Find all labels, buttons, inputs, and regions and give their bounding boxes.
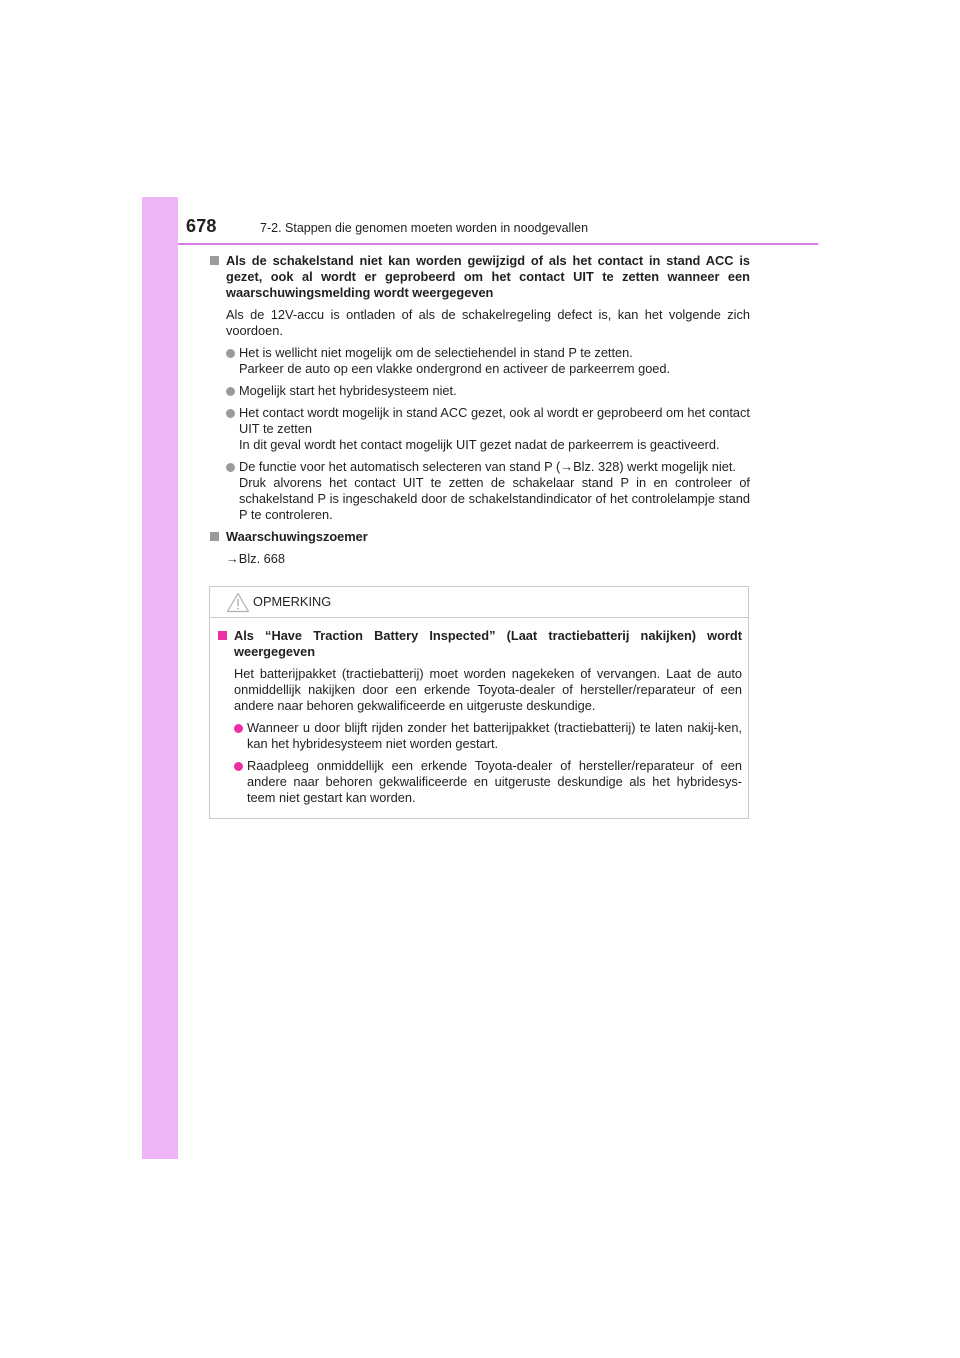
- warning-triangle-icon: [226, 592, 250, 613]
- round-bullet-icon: [226, 409, 235, 418]
- notice-label: OPMERKING: [253, 594, 332, 609]
- round-bullet-icon: [226, 463, 235, 472]
- notice-header: [210, 587, 748, 618]
- header-rule: [178, 243, 818, 245]
- section-heading: Waarschuwingszoemer: [210, 529, 750, 545]
- notice-body: [218, 628, 742, 806]
- side-tab-band: [142, 197, 178, 1159]
- list-item: De functie voor het automatisch selecteren van stand P (→Blz. 328) werkt mogelijk niet. Druk alvorens het contact UIT te zetten de schakelaar stand P in en controleer of schakelstand P is ingeschakeld door de schakelstandindicator of het controlelampje stand P te controleren.: [210, 459, 750, 523]
- round-bullet-icon: [234, 762, 243, 771]
- page-reference: →Blz. 668: [226, 551, 286, 566]
- square-bullet-icon: [210, 532, 219, 541]
- section-title: 7-2. Stappen die genomen moeten worden in noodgevallen: [260, 221, 589, 235]
- square-bullet-icon: [210, 256, 219, 265]
- list-item: Het is wellicht niet mogelijk om de selectiehendel in stand P te zetten. Parkeer de auto op een vlakke ondergrond en activeer de parkeerrem goed.: [210, 345, 750, 377]
- header-background: [178, 197, 818, 243]
- square-bullet-icon: [218, 631, 227, 640]
- round-bullet-icon: [226, 349, 235, 358]
- list-item: Het contact wordt mogelijk in stand ACC gezet, ook al wordt er geprobeerd om het contact UIT te zetten In dit geval wordt het contact mogelijk UIT gezet nadat de parkeerrem is geactiveerd.: [210, 405, 750, 453]
- section-heading: Als de schakelstand niet kan worden gewijzigd of als het contact in stand ACC is gezet, ook al wordt er geprobeerd om het contact UIT te zetten wanneer een waarschuwingsmelding wordt weergegeven: [210, 253, 750, 301]
- main-content: [210, 253, 750, 567]
- notice-box: [209, 586, 749, 819]
- page-number: 678: [186, 216, 217, 236]
- list-item: Raadpleeg onmiddellijk een erkende Toyota-dealer of hersteller/reparateur of een andere naar behoren gekwalificeerde en uitgeruste deskundige als het hybridesys-teem niet gestart kan worden.: [218, 758, 742, 806]
- notice-heading: Als “Have Traction Battery Inspected” (Laat tractiebatterij nakijken) wordt weergegeven: [218, 628, 742, 660]
- list-item: Mogelijk start het hybridesysteem niet.: [210, 383, 750, 399]
- intro-paragraph: Als de 12V-accu is ontladen of als de schakelregeling defect is, kan het volgende zich voordoen.: [226, 307, 750, 338]
- round-bullet-icon: [226, 387, 235, 396]
- notice-paragraph: Het batterijpakket (tractiebatterij) moet worden nagekeken of vervangen. Laat de auto onmiddellijk nakijken door een erkende Toyota-dealer of hersteller/reparateur of een andere naar behoren gekwalificeerde en uitgeruste deskundige.: [234, 666, 742, 713]
- round-bullet-icon: [234, 724, 243, 733]
- list-item: Wanneer u door blijft rijden zonder het batterijpakket (tractiebatterij) te laten nakij-ken, kan het hybridesysteem niet worden gestart.: [218, 720, 742, 752]
